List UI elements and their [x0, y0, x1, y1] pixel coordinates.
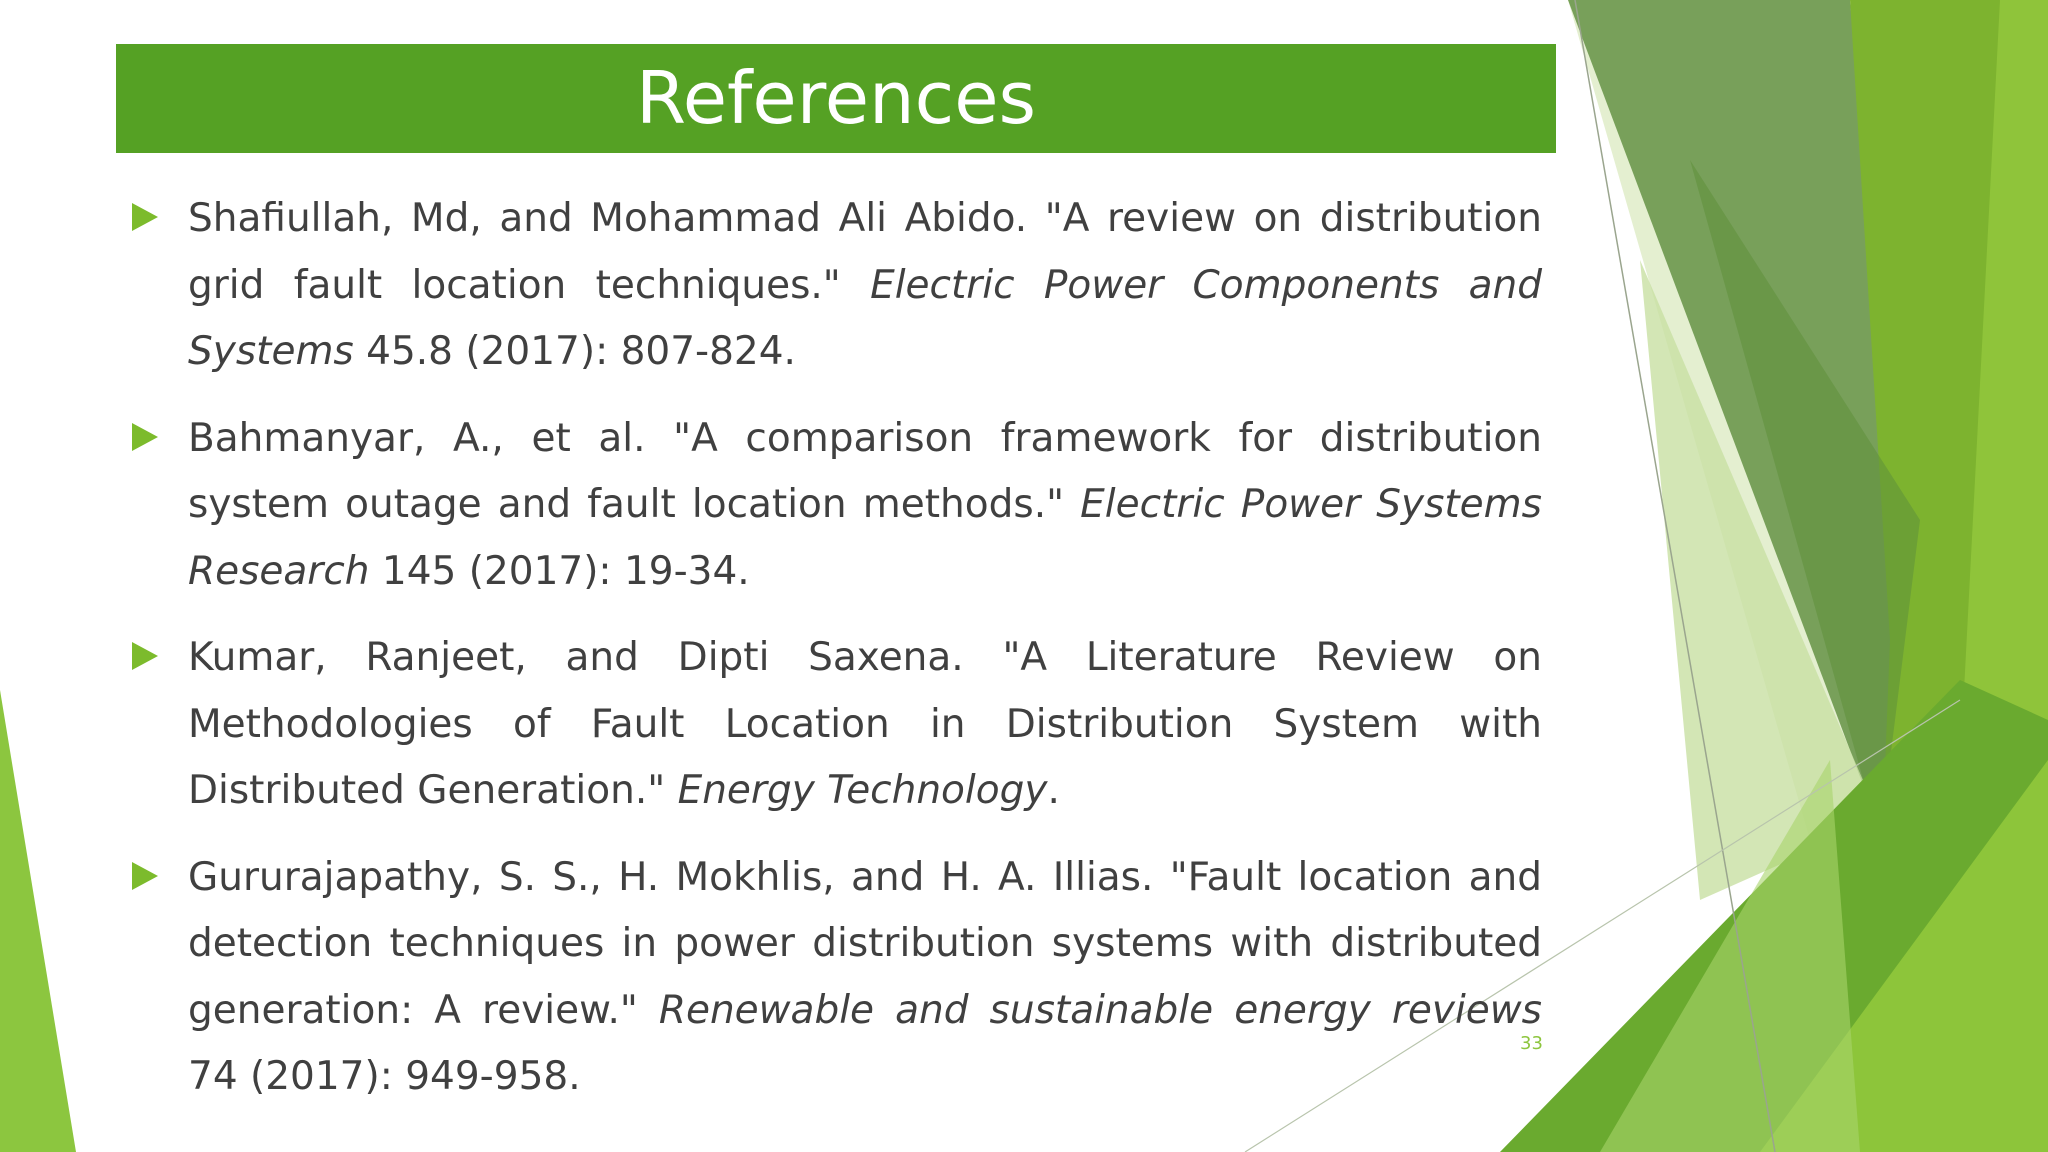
reference-item-1	[130, 186, 1542, 386]
reference-details: .	[1047, 768, 1060, 813]
reference-item-3	[130, 625, 1542, 825]
reference-item-4	[130, 845, 1542, 1111]
triangle-bullet-icon	[132, 423, 158, 451]
left-green-sliver	[0, 690, 76, 1152]
triangle-bullet-icon	[132, 203, 158, 231]
reference-journal: Electric Power Components and Systems	[188, 262, 1542, 374]
reference-details: 145 (2017): 19-34.	[369, 548, 750, 594]
reference-authors-title: Kumar, Ranjeet, and Dipti Saxena. "A Literature Review on Methodologies of Fault Location in Distribution System with Distributed Generation."	[188, 635, 1542, 813]
reference-journal: Energy Technology	[677, 768, 1048, 813]
reference-details: 74 (2017): 949-958.	[188, 1054, 581, 1099]
page-number: 33	[1520, 1033, 1543, 1054]
reference-item-2	[130, 406, 1542, 606]
reference-authors-title: Bahmanyar, A., et al. "A comparison framework for distribution system outage and fault location methods."	[188, 415, 1542, 527]
slide-title: References	[116, 44, 1556, 153]
reference-authors-title: Shafiullah, Md, and Mohammad Ali Abido. "A review on distribution grid fault location techniques."	[188, 196, 1542, 308]
triangle-bullet-icon	[132, 642, 158, 670]
reference-details: 45.8 (2017): 807-824.	[353, 329, 796, 374]
reference-journal: Renewable and sustainable energy reviews	[658, 987, 1542, 1033]
reference-list	[130, 186, 1542, 1131]
reference-journal: Electric Power Systems Research	[188, 482, 1542, 594]
reference-authors-title: Gururajapathy, S. S., H. Mokhlis, and H. A. Illias. "Fault location and detection techniques in power distribution systems with distributed generation: A review."	[188, 854, 1542, 1033]
triangle-bullet-icon	[132, 862, 158, 890]
